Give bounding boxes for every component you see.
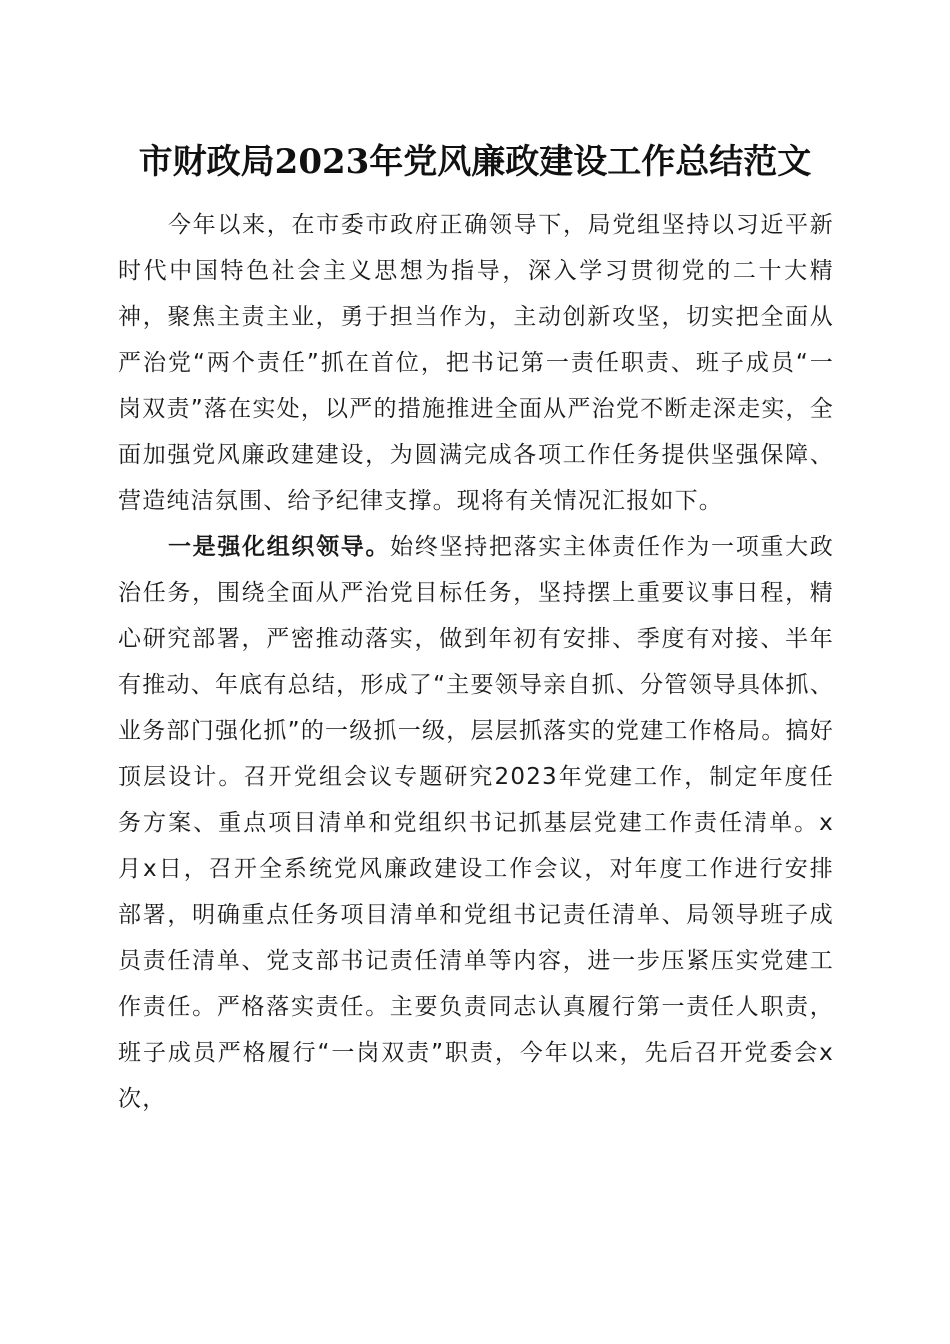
document-title: 市财政局2023年党风廉政建设工作总结范文 (138, 142, 812, 182)
paragraph-organization-leadership (118, 524, 834, 1122)
paragraph-lead-heading: 一是强化组织领导。 (168, 534, 391, 560)
paragraph-intro-text: 今年以来，在市委市政府正确领导下，局党组坚持以习近平新时代中国特色社会主义思想为指导，深入学习贯彻党的二十大精神，聚焦主责主业，勇于担当作为，主动创新攻坚，切实把全面从严治党“两个责任”抓在首位，把书记第一责任职责、班子成员“一岗双责”落在实处，以严的措施推进全面从严治党不断走深走实，全面加强党风廉政建建设，为圆满完成各项工作任务提供坚强保障、营造纯洁氛围、给予纪律支撑。现将有关情况汇报如下。 (118, 212, 834, 514)
paragraph-intro (118, 202, 834, 524)
paragraph-organization-text: 始终坚持把落实主体责任作为一项重大政治任务，围绕全面从严治党目标任务，坚持摆上重要议事日程，精心研究部署，严密推动落实，做到年初有安排、季度有对接、半年有推动、年底有总结，形成了“主要领导亲自抓、分管领导具体抓、业务部门强化抓”的一级抓一级，层层抓落实的党建工作格局。搞好顶层设计。召开党组会议专题研究2023年党建工作，制定年度任务方案、重点项目清单和党组织书记抓基层党建工作责任清单。x月x日，召开全系统党风廉政建设工作会议，对年度工作进行安排部署，明确重点任务项目清单和党组书记责任清单、局领导班子成员责任清单、党支部书记责任清单等内容，进一步压紧压实党建工作责任。严格落实责任。主要负责同志认真履行第一责任人职责，班子成员严格履行“一岗双责”职责，今年以来，先后召开党委会x次， (118, 534, 834, 1112)
document-body (118, 202, 834, 1122)
